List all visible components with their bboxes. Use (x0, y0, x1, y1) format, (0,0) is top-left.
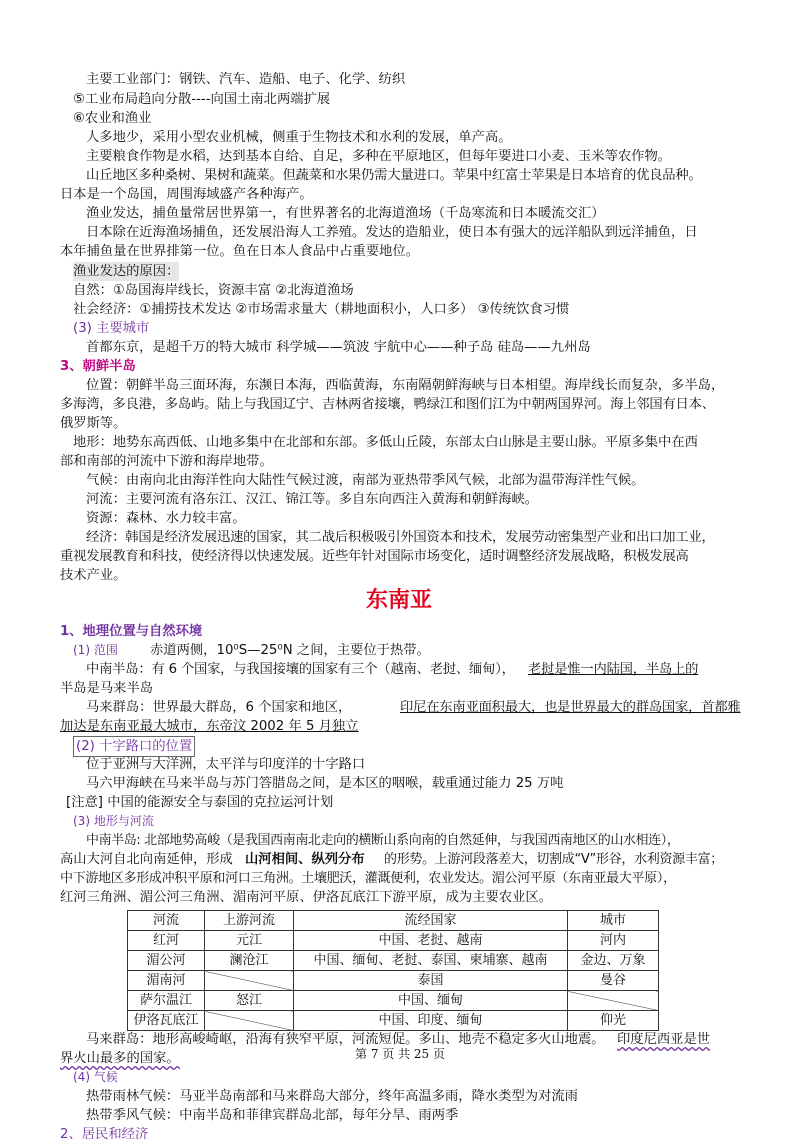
text-line: 自然：①岛国海岸线长，资源丰富 ②北海道渔场 (73, 283, 354, 298)
table-cell: 伊洛瓦底江 (128, 1011, 205, 1031)
text-line: 气候：由南向北由海洋性向大陆性气候过渡，南部为亚热带季风气候，北部为温带海洋性气候。 (86, 473, 645, 488)
text-line: 经济：韩国是经济发展迅速的国家，其二战后积极吸引外国资本和技术，发展劳动密集型产业和出口加工业， (86, 530, 715, 545)
table-cell: 澜沧江 (205, 951, 294, 971)
text-line: ⑥农业和渔业 (73, 111, 152, 126)
table-cell: 湄公河 (128, 951, 205, 971)
text-line: 半岛是马来半岛 (60, 681, 154, 696)
page-title: 东南亚 (366, 588, 433, 613)
section-heading: 3、朝鲜半岛 (60, 359, 136, 374)
text-line: 中南半岛：有 6 个国家，与我国接壤的国家有三个（越南、老挝、缅甸）， (86, 662, 515, 677)
text-line-wavy: 界火山最多的国家。 (60, 1051, 180, 1066)
table-header: 上游河流 (205, 911, 294, 931)
table-cell: 萨尔温江 (128, 991, 205, 1011)
text-line-bold: 山河相间、纵列分布 (245, 852, 365, 867)
text-line: 红河三角洲、湄公河三角洲、湄南河平原、伊洛瓦底江下游平原，成为主要农业区。 (60, 890, 552, 905)
text-line: 多海湾，多良港，多岛屿。陆上与我国辽宁、吉林两省接壤，鸭绿江和图们江为中朝两国界河。海上邻国有日本、 (60, 397, 715, 412)
text-line: 重视发展教育和科技，使经济得以快速发展。近些年针对国际市场变化，适时调整经济发展战略，积极发展高 (60, 549, 689, 564)
table-row (128, 1011, 659, 1031)
table-cell-empty (205, 1011, 294, 1031)
table-cell: 曼谷 (568, 971, 659, 991)
text-line-wavy: 印度尼西亚是世 (617, 1032, 711, 1047)
text-line-underlined: 老挝是惟一内陆国，半岛上的 (528, 662, 699, 677)
subheading: (2) 十字路口的位置 (73, 736, 195, 757)
subheading: (3) 主要城市 (73, 321, 150, 336)
text-line: 热带季风气候：中南半岛和菲律宾群岛北部，每年分旱、雨两季 (86, 1108, 459, 1123)
text-line: 日本除在近海渔场捕鱼，还发展沿海人工养殖。发达的造船业，使日本有强大的远洋船队到远洋捕鱼，日 (86, 225, 698, 240)
table-cell: 怒江 (205, 991, 294, 1011)
text-line: 位置：朝鲜半岛三面环海，东濒日本海，西临黄海，东南隔朝鲜海峡与日本相望。海岸线长而复杂，多半岛， (86, 378, 725, 393)
text-line-highlighted: 渔业发达的原因： (73, 264, 180, 279)
table-row (128, 931, 659, 951)
text-line: 的形势。上游河段落差大，切割成“V”形谷，水利资源丰富； (384, 852, 723, 867)
table-cell-empty (205, 971, 294, 991)
text-line: 部和南部的河流中下游和海岸地带。 (60, 454, 273, 469)
table-header: 河流 (128, 911, 205, 931)
table-header: 城市 (568, 911, 659, 931)
table-cell: 仰光 (568, 1011, 659, 1031)
text-line: 山丘地区多种桑树、果树和蔬菜。但蔬菜和水果仍需大量进口。苹果中红富士苹果是日本培育的优良品种。 (86, 168, 702, 183)
text-line: 资源：森林、水力较丰富。 (86, 511, 246, 526)
text-line: 河流：主要河流有洛东江、汉江、锦江等。多自东向西注入黄海和朝鲜海峡。 (86, 492, 539, 507)
subheading: (1) 范围 (73, 643, 118, 657)
table-cell: 泰国 (294, 971, 568, 991)
text-line: 主要工业部门：钢铁、汽车、造船、电子、化学、纺织 (86, 72, 406, 87)
table-cell: 元江 (205, 931, 294, 951)
note-line: [注意] 中国的能源安全与泰国的克拉运河计划 (66, 795, 334, 810)
text-line: 渔业发达，捕鱼量常居世界第一，有世界著名的北海道渔场（千岛寒流和日本暖流交汇） (86, 206, 605, 221)
text-line: 技术产业。 (60, 568, 127, 583)
table-row (128, 951, 659, 971)
section-heading: 1、地理位置与自然环境 (60, 624, 203, 639)
table-cell: 湄南河 (128, 971, 205, 991)
table-cell: 红河 (128, 931, 205, 951)
table-cell: 中国、印度、缅甸 (294, 1011, 568, 1031)
text-line-underlined: 印尼在东南亚面积最大，也是世界最大的群岛国家，首都雅 (400, 700, 741, 715)
text-line: ⑤工业布局趋向分散----向国土南北两端扩展 (73, 92, 331, 107)
text-line: 中南半岛: 北部地势高峻（是我国西南南北走向的横断山系向南的自然延伸，与我国西南地区的山水相连）， (86, 833, 680, 848)
text-line: 马来群岛：世界最大群岛，6 个国家和地区， (86, 700, 352, 715)
text-line: 主要粮食作物是水稻，达到基本自给、自足，多种在平原地区，但每年要进口小麦、玉米等农作物。 (86, 149, 672, 164)
text-line: 马六甲海峡在马来半岛与苏门答腊岛之间，是本区的咽喉，载重通过能力 25 万吨 (86, 776, 564, 791)
table-cell: 中国、缅甸 (294, 991, 568, 1011)
text-line: 位于亚洲与大洋洲，太平洋与印度洋的十字路口 (86, 757, 366, 772)
table-row (128, 991, 659, 1011)
table-row (128, 971, 659, 991)
text-line: 地形：地势东高西低、山地多集中在北部和东部。多低山丘陵，东部太白山脉是主要山脉。平原多集中在西 (73, 435, 698, 450)
table-header-row (128, 911, 659, 931)
text-line: 俄罗斯等。 (60, 416, 127, 431)
text-line: 赤道两侧，10⁰S—25⁰N 之间，主要位于热带。 (150, 643, 430, 658)
table-cell: 中国、老挝、越南 (294, 931, 568, 951)
text-line: 中下游地区多形成冲积平原和河口三角洲。土壤肥沃，灌溉便利，农业发达。湄公河平原（东南亚最大平原）， (60, 871, 676, 886)
text-line: 首都东京，是超千万的特大城市 科学城——筑波 宇航中心——种子岛 硅岛——九州岛 (86, 340, 591, 355)
text-line: 人多地少，采用小型农业机械，侧重于生物技术和水利的发展，单产高。 (86, 130, 512, 145)
text-line: 热带雨林气候：马亚半岛南部和马来群岛大部分，终年高温多雨，降水类型为对流雨 (86, 1089, 578, 1104)
table-cell: 中国、缅甸、老挝、泰国、柬埔寨、越南 (294, 951, 568, 971)
subheading: (4) 气候 (73, 1070, 118, 1084)
table-cell-empty (568, 991, 659, 1011)
text-line: 马来群岛：地形高峻崎岖，沿海有狭窄平原，河流短促。多山、地壳不稳定多火山地震。 (86, 1032, 605, 1047)
table-cell: 金边、万象 (568, 951, 659, 971)
table-cell: 河内 (568, 931, 659, 951)
text-line: 高山大河自北向南延伸，形成 (60, 852, 233, 867)
table-header: 流经国家 (294, 911, 568, 931)
river-table (127, 910, 659, 1031)
text-line: 日本是一个岛国，周围海域盛产各种海产。 (60, 187, 313, 202)
text-line: 本年捕鱼量在世界排第一位。鱼在日本人食品中占重要地位。 (60, 244, 420, 259)
text-line: 社会经济：①捕捞技术发达 ②市场需求量大（耕地面积小，人口多） ③传统饮食习惯 (73, 302, 570, 317)
page-footer: 第 7 页 共 25 页 (355, 1047, 445, 1061)
subheading: (3) 地形与河流 (73, 814, 154, 828)
text-line-underlined: 加达是东南亚最大城市，东帝汶 2002 年 5 月独立 (60, 719, 359, 734)
section-heading: 2、居民和经济 (60, 1127, 149, 1142)
